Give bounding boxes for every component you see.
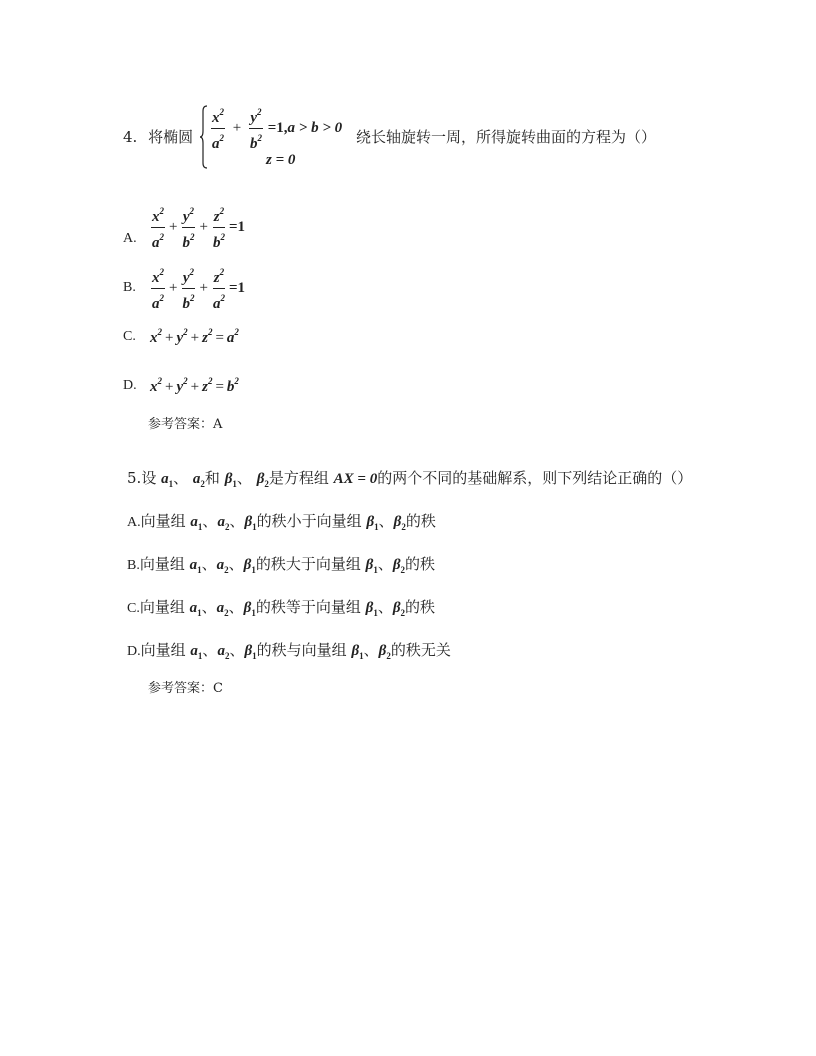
- q4-option-a-label: A.: [123, 231, 137, 246]
- q4-stem-lead: [123, 126, 193, 147]
- q5-stem: 5.设 $a_1$、 $a_2$和 $\beta_1$、 $\beta_2$是方程组 AX = 0的两个不同的基础解系，则下列结论正确的（）: [127, 469, 693, 489]
- q4-system-brace: [200, 105, 208, 169]
- q4-answer: 参考答案：A: [148, 417, 223, 432]
- q4-option-b-label: B.: [123, 280, 136, 295]
- q4-number: 4.: [123, 128, 138, 146]
- q4-stem-tail: 绕长轴旋转一周，所得旋转曲面的方程为（）: [356, 128, 657, 146]
- q4-option-d-label: D.: [123, 378, 137, 393]
- q5-option-c: C.向量组 $a_1$、$a_2$、$\beta_1$的秩等于向量组 $\beta_1$、$\beta_2$的秩: [127, 598, 436, 618]
- q5-number: 5.: [127, 469, 142, 487]
- q5-option-d: D.向量组 $a_1$、$a_2$、$\beta_1$的秩与向量组 $\beta_1$、$\beta_2$的秩无关: [127, 641, 451, 661]
- q5-option-b: B.向量组 $a_1$、$a_2$、$\beta_1$的秩大于向量组 $\beta_1$、$\beta_2$的秩: [127, 555, 436, 575]
- q4-frac-y: $\frac{y^2}{b^2}$: [249, 104, 263, 153]
- q5-option-a: A.向量组 $a_1$、$a_2$、$\beta_1$的秩小于向量组 $\beta_1$、$\beta_2$的秩: [127, 512, 436, 532]
- q5-answer: 参考答案：C: [148, 681, 223, 696]
- q4-system-line2: z = 0: [266, 152, 296, 168]
- q4-option-c-formula: $x^2 + y^2 + z^2 = a^2$: [150, 327, 239, 346]
- q4-frac-x: $\frac{x^2}{a^2}$: [211, 104, 225, 153]
- q4-option-d-formula: $x^2 + y^2 + z^2 = b^2$: [150, 376, 239, 395]
- q4-option-b-formula: $\frac{x^2}{a^2}$ + $\frac{y^2}{b^2}$ + $\frac{z^2}{a^2}$ =1: [150, 264, 245, 313]
- q4-lead-text: 将椭圆: [148, 128, 194, 146]
- q4-option-a-formula: $\frac{x^2}{a^2}$ + $\frac{y^2}{b^2}$ + $\frac{z^2}{b^2}$ =1: [150, 203, 245, 252]
- q4-option-c-label: C.: [123, 329, 136, 344]
- q4-system-line1: $\frac{x^2}{a^2}$ + $\frac{y^2}{b^2}$ =1,a > b > 0: [210, 104, 342, 153]
